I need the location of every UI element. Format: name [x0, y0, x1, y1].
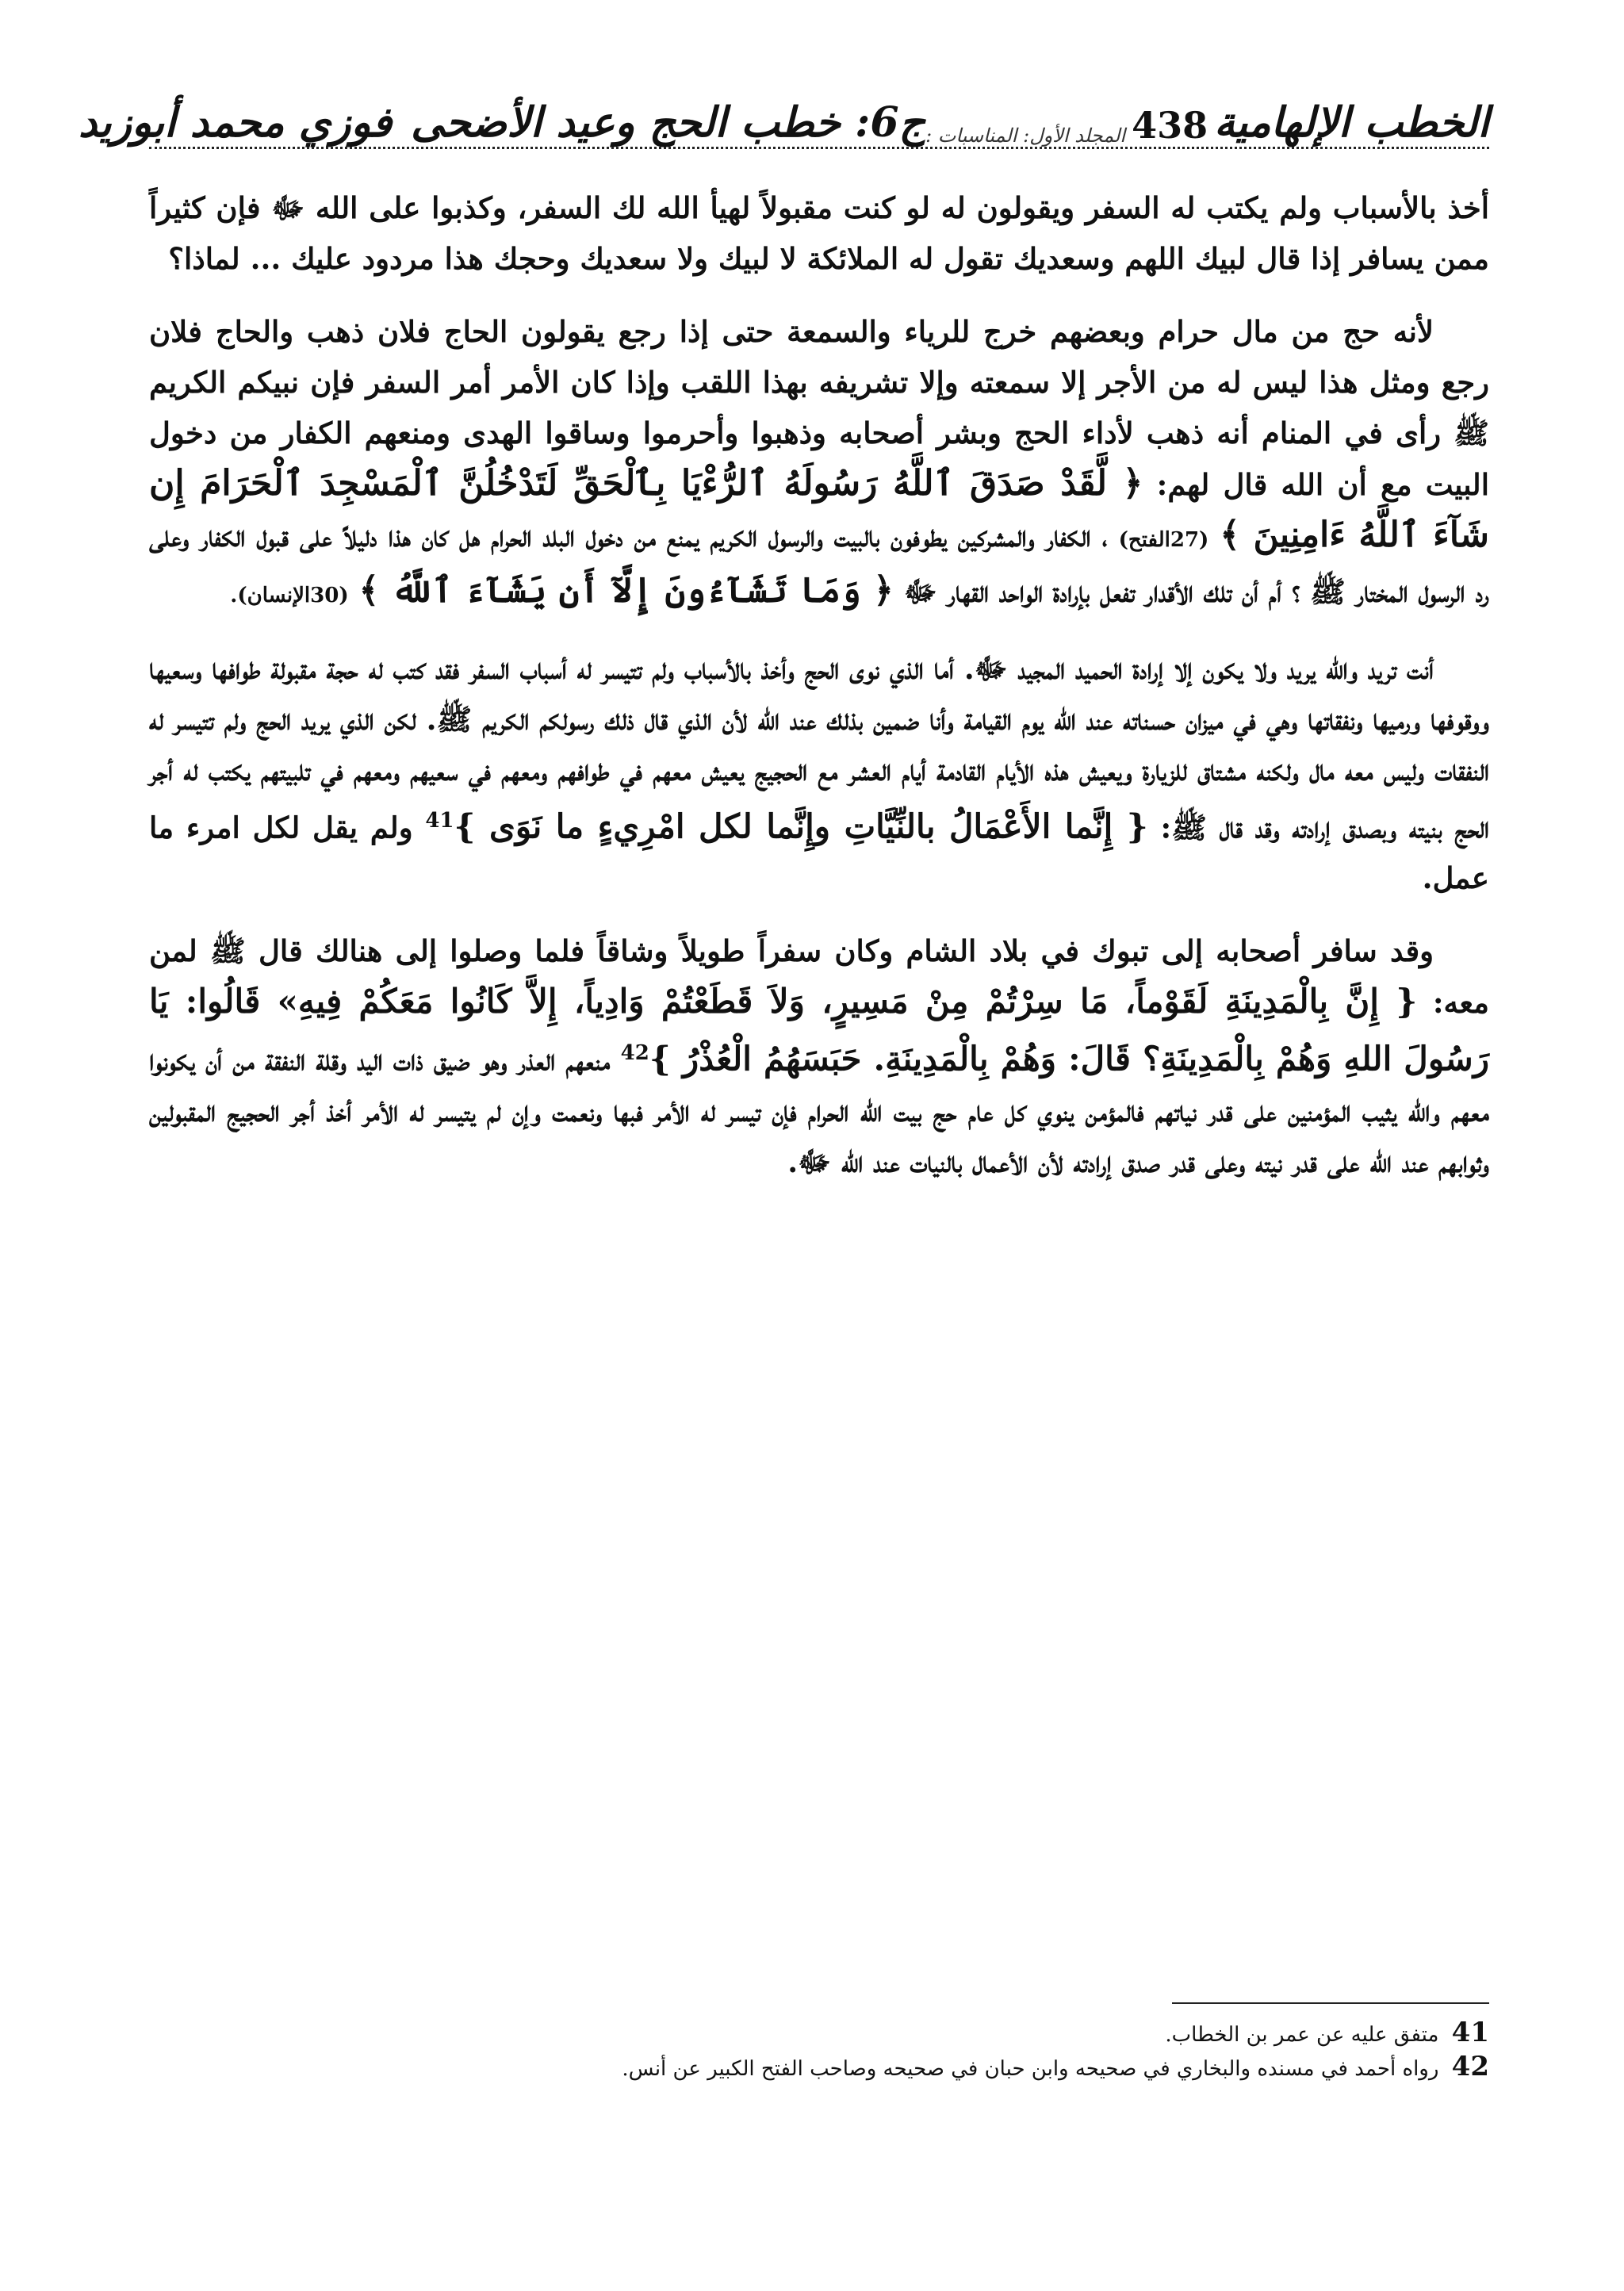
- quran-verse-fath: ﴿ لَّقَدْ صَدَقَ ٱللَّهُ رَسُولَهُ ٱلرُّءْيَا بِٱلْحَقِّ لَتَدْخُلُنَّ ٱلْمَسْجِدَ ٱلْحَرَامَ إِن شَآءَ ٱللَّهُ ءَامِنِينَ ﴾: [149, 463, 1489, 555]
- footnote-41: [149, 2018, 1489, 2049]
- footnote-separator: [1172, 2002, 1489, 2004]
- footnote-ref-42: 42: [620, 1041, 649, 1066]
- verse-reference-fath: (27الفتح): [1118, 528, 1209, 552]
- running-header: [78, 75, 1489, 149]
- header-left: [79, 98, 925, 147]
- main-text: [149, 182, 1489, 1209]
- footnote-ref-41: 41: [425, 809, 454, 833]
- paragraph-3-text-b: ولم يقل لكل امرء ما عمل.: [149, 810, 1489, 896]
- verse-reference-insan: (30الإنسان).: [230, 584, 349, 607]
- paragraph-1: [149, 182, 1489, 284]
- paragraph-1-text: أخذ بالأسباب ولم يكتب له السفر ويقولون له لو كنت مقبولاً لهيأ الله لك السفر، وكذبوا على الله ﷻ فإن كثيراً ممن يسافر إذا قال لبيك اللهم وسعديك تقول له الملائكة لا لبيك ولا سعديك وحجك هذا مردود عليك ... لماذا؟: [149, 190, 1489, 276]
- paragraph-4: [149, 925, 1489, 1186]
- part-title: ج6: خطب الحج وعيد الأضحى: [411, 98, 926, 147]
- paragraph-2-text-b: ، الكفار والمشركين يطوفون بالبيت والرسول الكريم يمنع من دخول البلد الحرام هل كان هذا دليلاً على قبول الكفار وعلى رد الرسول المختار ﷺ ؟ أم أن تلك الأقدار تفعل بإرادة الواحد القهار ﷻ: [149, 519, 1489, 609]
- footnote-text: رواه أحمد في مسنده والبخاري في صحيحه وابن حبان في صحيحه وصاحب الفتح الكبير عن أنس.: [622, 2057, 1439, 2081]
- footnote-text: متفق عليه عن عمر بن الخطاب.: [1165, 2023, 1439, 2047]
- footnotes: [149, 2018, 1489, 2086]
- page-number: 438: [1132, 104, 1208, 147]
- footnote-42: [149, 2052, 1489, 2083]
- paragraph-4-text-b: منعهم العذر وهو ضيق ذات اليد وقلة النفقة من أن يكونوا معهم والله يثيب المؤمنين على قدر نياتهم فالمؤمن ينوي كل عام حج بيت الله الحرام فإن تيسر له الأمر فبها ونعمت وإن لم يتيسر له الأمر أخذ أجر الحجيج المقبولين وثوابهم عند الله على قدر نيته وعلى قدر صدق إرادته لأن الأعمال بالنيات عند الله ﷻ.: [149, 1042, 1489, 1179]
- volume-label: المجلد الأول: المناسبات :: [925, 125, 1126, 147]
- paragraph-4-text-a: وقد سافر أصحابه إلى تبوك في بلاد الشام وكان سفراً طويلاً وشاقاً فلما وصلوا إلى هنالك قال ﷺ لمن معه:: [149, 933, 1489, 1021]
- footnote-number: 41: [1451, 2017, 1489, 2048]
- paragraph-3: [149, 643, 1489, 903]
- hadith-madinah: { إِنَّ بِالْمَدِينَةِ لَقَوْماً، مَا سِرْتُمْ مِنْ مَسِيرٍ، وَلاَ قَطَعْتُمْ وَادِياً، إِلاَّ كَانُوا مَعَكُمْ فِيهِ» قَالُوا: يَا رَسُولَ اللهِ وَهُمْ بِالْمَدِينَةِ؟ قَالَ: وَهُمْ بِالْمَدِينَةِ. حَبَسَهُمُ الْعُذْرُ }: [149, 982, 1489, 1078]
- paragraph-2: [149, 306, 1489, 621]
- author-name: فوزي محمد أبوزيد: [78, 98, 393, 147]
- hadith-niyyat: { إِنَّما الأَعْمَالُ بالنِّيَّاتِ وإِنَّما لكل امْرِيءٍ ما نَوَى }: [454, 806, 1148, 846]
- quran-verse-insan: ﴿ وَمَا تَشَآءُونَ إِلَّآ أَن يَشَآءَ ٱللَّهُ ﴾: [358, 570, 894, 611]
- paragraph-3-text-a: أنت تريد والله يريد ولا يكون إلا إرادة الحميد المجيد ﷻ. أما الذي نوى الحج وأخذ بالأسباب ولم تتيسر له أسباب السفر فقد كتب له حجة مقبولة طوافها وسعيها ووقوفها ورميها ونفقاتها وهي في ميزان حسناته عند الله يوم القيامة وأنا ضمين بذلك عند الله لأن الذي قال ذلك رسولكم الكريم ﷺ. لكن الذي يريد الحج ولم تتيسر له النفقات وليس معه مال ولكنه مشتاق للزيارة ويعيش هذه الأيام القادمة أيام العشر مع الحجيج يعيش معهم في طوافهم ومعهم في سعيهم ومعهم في تلبيتهم يكتب له أجر الحج بنيته وبصدق إرادته وقد قال ﷺ:: [149, 651, 1489, 845]
- book-title: الخطب الإلهامية: [1214, 98, 1489, 147]
- footnote-number: 42: [1451, 2051, 1489, 2082]
- header-right: [925, 98, 1489, 147]
- paragraph-2-text-a: لأنه حج من مال حرام وبعضهم خرج للرياء والسمعة حتى إذا رجع يقولون الحاج فلان ذهب والحاج فلان رجع ومثل هذا ليس له من الأجر إلا سمعته وإلا تشريفه بهذا اللقب وإذا كان الأمر أمر السفر فإن نبيكم الكريم ﷺ رأى في المنام أنه ذهب لأداء الحج وبشر أصحابه وذهبوا وأحرموا وساقوا الهدى ومنعهم الكفار من دخول البيت مع أن الله قال لهم:: [149, 314, 1489, 502]
